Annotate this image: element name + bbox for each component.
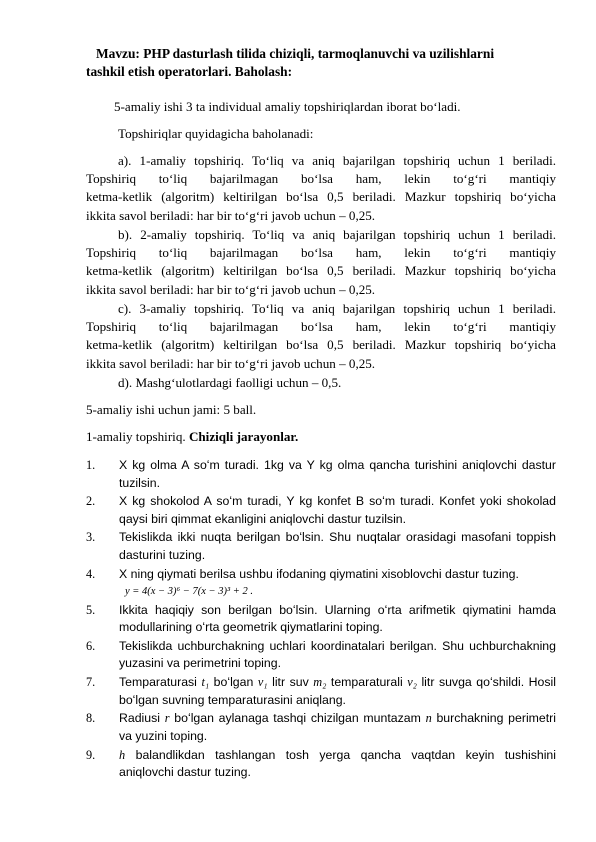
list-item: 6. Tekislikda uchburchakning uchlari koordinatalari berilgan. Shu uchburchakning yuzasini va perimetrini toping. <box>86 638 556 671</box>
variable-v2: v₂ <box>407 675 417 690</box>
list-item: 5. Ikkita haqiqiy son berilgan boʻlsin. Ularning oʻrta arifmetik qiymatini hamda modullarining oʻrta geometrik qiymatlarini toping. <box>86 602 556 635</box>
variable-n: n <box>425 711 432 726</box>
list-item: 1. X kg olma A soʻm turadi. 1kg va Y kg olma qancha turishini aniqlovchi dastur tuzilsin. <box>86 458 556 490</box>
variable-r: r <box>164 711 170 726</box>
variable-h: h <box>119 747 126 762</box>
list-item: 3. Tekislikda ikki nuqta berilgan boʻlsin. Shu nuqtalar orasidagi masofani toppish dasturini tuzing. <box>86 530 556 562</box>
variable-m2: m₂ <box>313 675 327 690</box>
formula: y = 4(x − 3)⁶ − 7(x − 3)³ + 2 . <box>125 586 253 598</box>
variable-t1: t₁ <box>201 675 210 690</box>
grading-intro: Topshiriqlar quyidagicha baholanadi: <box>118 126 314 141</box>
grading-item-c: c). 3-amaliy topshiriq. Toʻliq va aniq bajarilgan topshiriq uchun 1 beriladi. Topshiriq toʻliq bajarilmagan boʻlsa ham, lekin toʻgʻri mantiqiy ketma-ketlik (algoritm) keltirilgan boʻlsa 0,5 beriladi. Mazkur topshiriq boʻyicha ikkita savol beriladi: har bir toʻgʻri javob uchun – 0,25. <box>86 301 556 371</box>
list-item: 9. h balandlikdan tashlangan tosh yerga qancha vaqtdan keyin tushishini aniqlovchi dastur tuzing. <box>86 747 557 779</box>
list-item: 8. Radiusi r boʻlgan aylanaga tashqi chizilgan muntazam n burchakning perimetri va yuzini toping. <box>86 711 557 743</box>
grading-item-b: b). 2-amaliy topshiriq. Toʻliq va aniq bajarilgan topshiriq uchun 1 beriladi. Topshiriq toʻliq bajarilmagan boʻlsa ham, lekin toʻgʻri mantiqiy ketma-ketlik (algoritm) keltirilgan boʻlsa 0,5 beriladi. Mazkur topshiriq boʻyicha ikkita savol beriladi: har bir toʻgʻri javob uchun – 0,25. <box>86 227 556 297</box>
list-item: 2. X kg shokolod A soʻm turadi, Y kg konfet B soʻm turadi. Konfet yoki shokolad qaysi biri qimmat ekanligini aniqlovchi dastur tuzilsin. <box>86 494 556 526</box>
title-line-2: tashkil etish operatorlari. Baholash: <box>86 63 293 79</box>
grading-item-d: d). Mashgʻulotlardagi faolligi uchun – 0,5. <box>118 375 342 390</box>
total-score: 5-amaliy ishi uchun jami: 5 ball. <box>86 402 257 417</box>
list-item: 7. Temparaturasi t₁ boʻlgan v₁ litr suv m₂ temparaturali v₂ litr suvga qoʻshildi. Hosil boʻlgan suvning temparaturasini aniqlang. <box>86 675 556 707</box>
document-title <box>86 45 546 80</box>
grading-item-a: a). 1-amaliy topshiriq. Toʻliq va aniq bajarilgan topshiriq uchun 1 beriladi. Topshiriq toʻliq bajarilmagan boʻlsa ham, lekin toʻgʻri mantiqiy ketma-ketlik (algoritm) keltirilgan boʻlsa 0,5 beriladi. Mazkur topshiriq boʻyicha ikkita savol beriladi: har bir toʻgʻri javob uchun – 0,25. <box>86 153 556 223</box>
variable-v1: v₁ <box>257 675 268 690</box>
intro-paragraph: 5-amaliy ishi 3 ta individual amaliy topshiriqlardan iborat boʻladi. <box>114 99 461 114</box>
list-item: 4. X ning qiymati berilsa ushbu ifodaning qiymatini xisoblovchi dastur tuzing. y = 4(x − 3)⁶ − 7(x − 3)³ + 2 . <box>86 566 556 601</box>
task-heading: 1-amaliy topshiriq. Chiziqli jarayonlar. <box>86 429 299 444</box>
title-line-1: Mavzu: PHP dasturlash tilida chiziqli, tarmoqlanuvchi va uzilishlarni <box>96 46 495 61</box>
task-list <box>86 457 556 783</box>
